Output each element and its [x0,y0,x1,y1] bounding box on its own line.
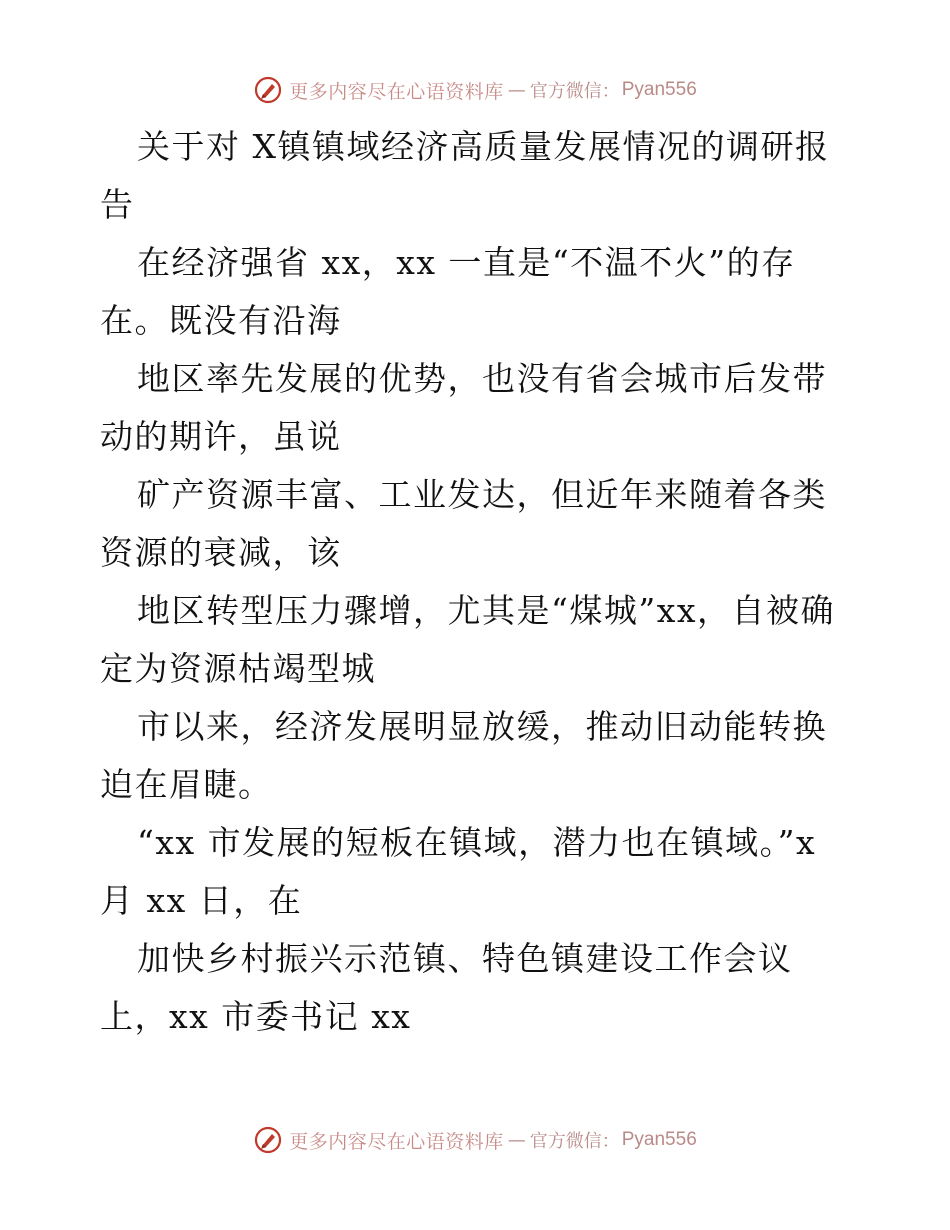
paragraph-6: “xx 市发展的短板在镇域，潜力也在镇域。”x 月 xx 日，在 [100,823,817,920]
paragraph-3: 矿产资源丰富、工业发达，但近年来随着各类资源的衰减，该 [100,475,827,572]
banner-dash: — [507,79,526,101]
banner-brand-text: 更多内容尽在心语资料库 [289,80,504,103]
banner-dash: — [507,1129,526,1151]
pen-logo-icon [253,1125,283,1155]
document-title: 关于对 X镇镇域经济高质量发展情况的调研报告 [100,127,830,224]
banner-wechat-id: Pyan556 [621,79,697,100]
banner-official-label: 官方微信： [529,81,620,102]
paragraph-4: 地区转型压力骤增，尤其是“煤城”xx，自被确定为资源枯竭型城 [100,591,835,688]
banner-official-label: 官方微信： [529,1131,620,1152]
banner-wechat-id: Pyan556 [621,1129,697,1150]
paragraph-2: 地区率先发展的优势，也没有省会城市后发带动的期许，虽说 [100,359,827,456]
document-body [100,118,860,1046]
header-banner [0,70,950,110]
paragraph-1: 在经济强省 xx，xx 一直是“不温不火”的存在。既没有沿海 [100,243,796,340]
banner-brand-text: 更多内容尽在心语资料库 [289,1130,504,1153]
footer-banner [0,1120,950,1160]
paragraph-7: 加快乡村振兴示范镇、特色镇建设工作会议上，xx 市委书记 xx [100,939,793,1036]
paragraph-5: 市以来，经济发展明显放缓，推动旧动能转换迫在眉睫。 [100,707,827,804]
pen-logo-icon [253,75,283,105]
